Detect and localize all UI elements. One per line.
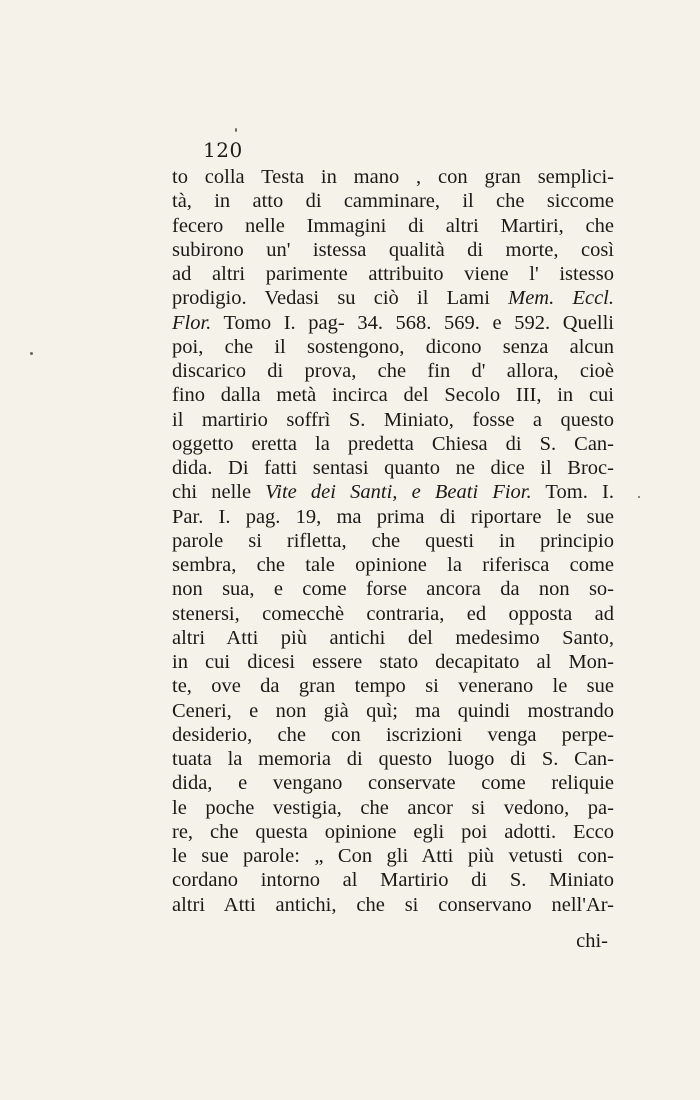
paper-speck: [235, 128, 237, 132]
text-line: fecero nelle Immagini di altri Martiri, che: [172, 214, 614, 237]
text-line: prodigio. Vedasi su ciò il Lami Mem. Eccl.: [172, 287, 614, 310]
text-line: le sue parole: „ Con gli Atti più vetusti con-: [172, 845, 614, 867]
text-line: re, che questa opinione egli poi adotti. Ecco: [172, 820, 614, 843]
text-line: Ceneri, e non già quì; ma quindi mostrando: [172, 699, 614, 722]
italic-reference: Flor.: [172, 311, 212, 334]
text-line: stenersi, comecchè contraria, ed opposta ad: [172, 602, 614, 625]
text-line: dida. Di fatti sentasi quanto ne dice il Broc-: [172, 457, 614, 479]
catchword: chi-: [576, 930, 608, 952]
paper-speck: [30, 352, 33, 355]
text-line: te, ove da gran tempo si venerano le sue: [172, 675, 614, 698]
text-line: altri Atti più antichi del medesimo Santo,: [172, 626, 614, 649]
text-line: oggetto eretta la predetta Chiesa di S. Can-: [172, 432, 614, 455]
italic-reference: Mem. Eccl.: [508, 287, 614, 310]
text-line: poi, che il sostengono, dicono senza alcun: [172, 335, 614, 358]
body-text: [172, 165, 614, 917]
text-line: Flor. Tomo I. pag- 34. 568. 569. e 592. Quelli: [172, 311, 614, 334]
show-through-text: [175, 918, 620, 962]
text-line: sembra, che tale opinione la riferisca come: [172, 554, 614, 576]
page-number: 120: [203, 138, 243, 162]
text-line: tà, in atto di camminare, il che siccome: [172, 190, 614, 213]
text-line: il martirio soffrì S. Miniato, fosse a questo: [172, 408, 614, 431]
text-line: chi nelle Vite dei Santi, e Beati Fior. Tom. I.: [172, 481, 614, 504]
text-line: altri Atti antichi, che si conservano nell'Ar-: [172, 893, 614, 916]
text-line: dida, e vengano conservate come reliquie: [172, 772, 614, 795]
paper-speck: [638, 496, 640, 498]
italic-reference: Vite dei Santi, e Beati Fior.: [265, 481, 532, 504]
text-line: in cui dicesi essere stato decapitato al Mon-: [172, 651, 614, 673]
text-line: non sua, e come forse ancora da non so-: [172, 578, 614, 601]
text-line: Par. I. pag. 19, ma prima di riportare le sue: [172, 505, 614, 528]
text-line: parole si rifletta, che questi in principio: [172, 529, 614, 552]
text-line: fino dalla metà incirca del Secolo III, in cui: [172, 384, 614, 407]
text-line: cordano intorno al Martirio di S. Miniato: [172, 869, 614, 892]
text-line: subirono un' istessa qualità di morte, così: [172, 238, 614, 261]
text-line: ad altri parimente attribuito viene l' istesso: [172, 263, 614, 285]
text-line: to colla Testa in mano , con gran semplici-: [172, 166, 614, 188]
text-line: le poche vestigia, che ancor si vedono, pa-: [172, 796, 614, 819]
text-line: discarico di prova, che fin d' allora, cioè: [172, 360, 614, 382]
text-line: tuata la memoria di questo luogo di S. Can-: [172, 748, 614, 770]
text-line: desiderio, che con iscrizioni venga perpe-: [172, 723, 614, 746]
